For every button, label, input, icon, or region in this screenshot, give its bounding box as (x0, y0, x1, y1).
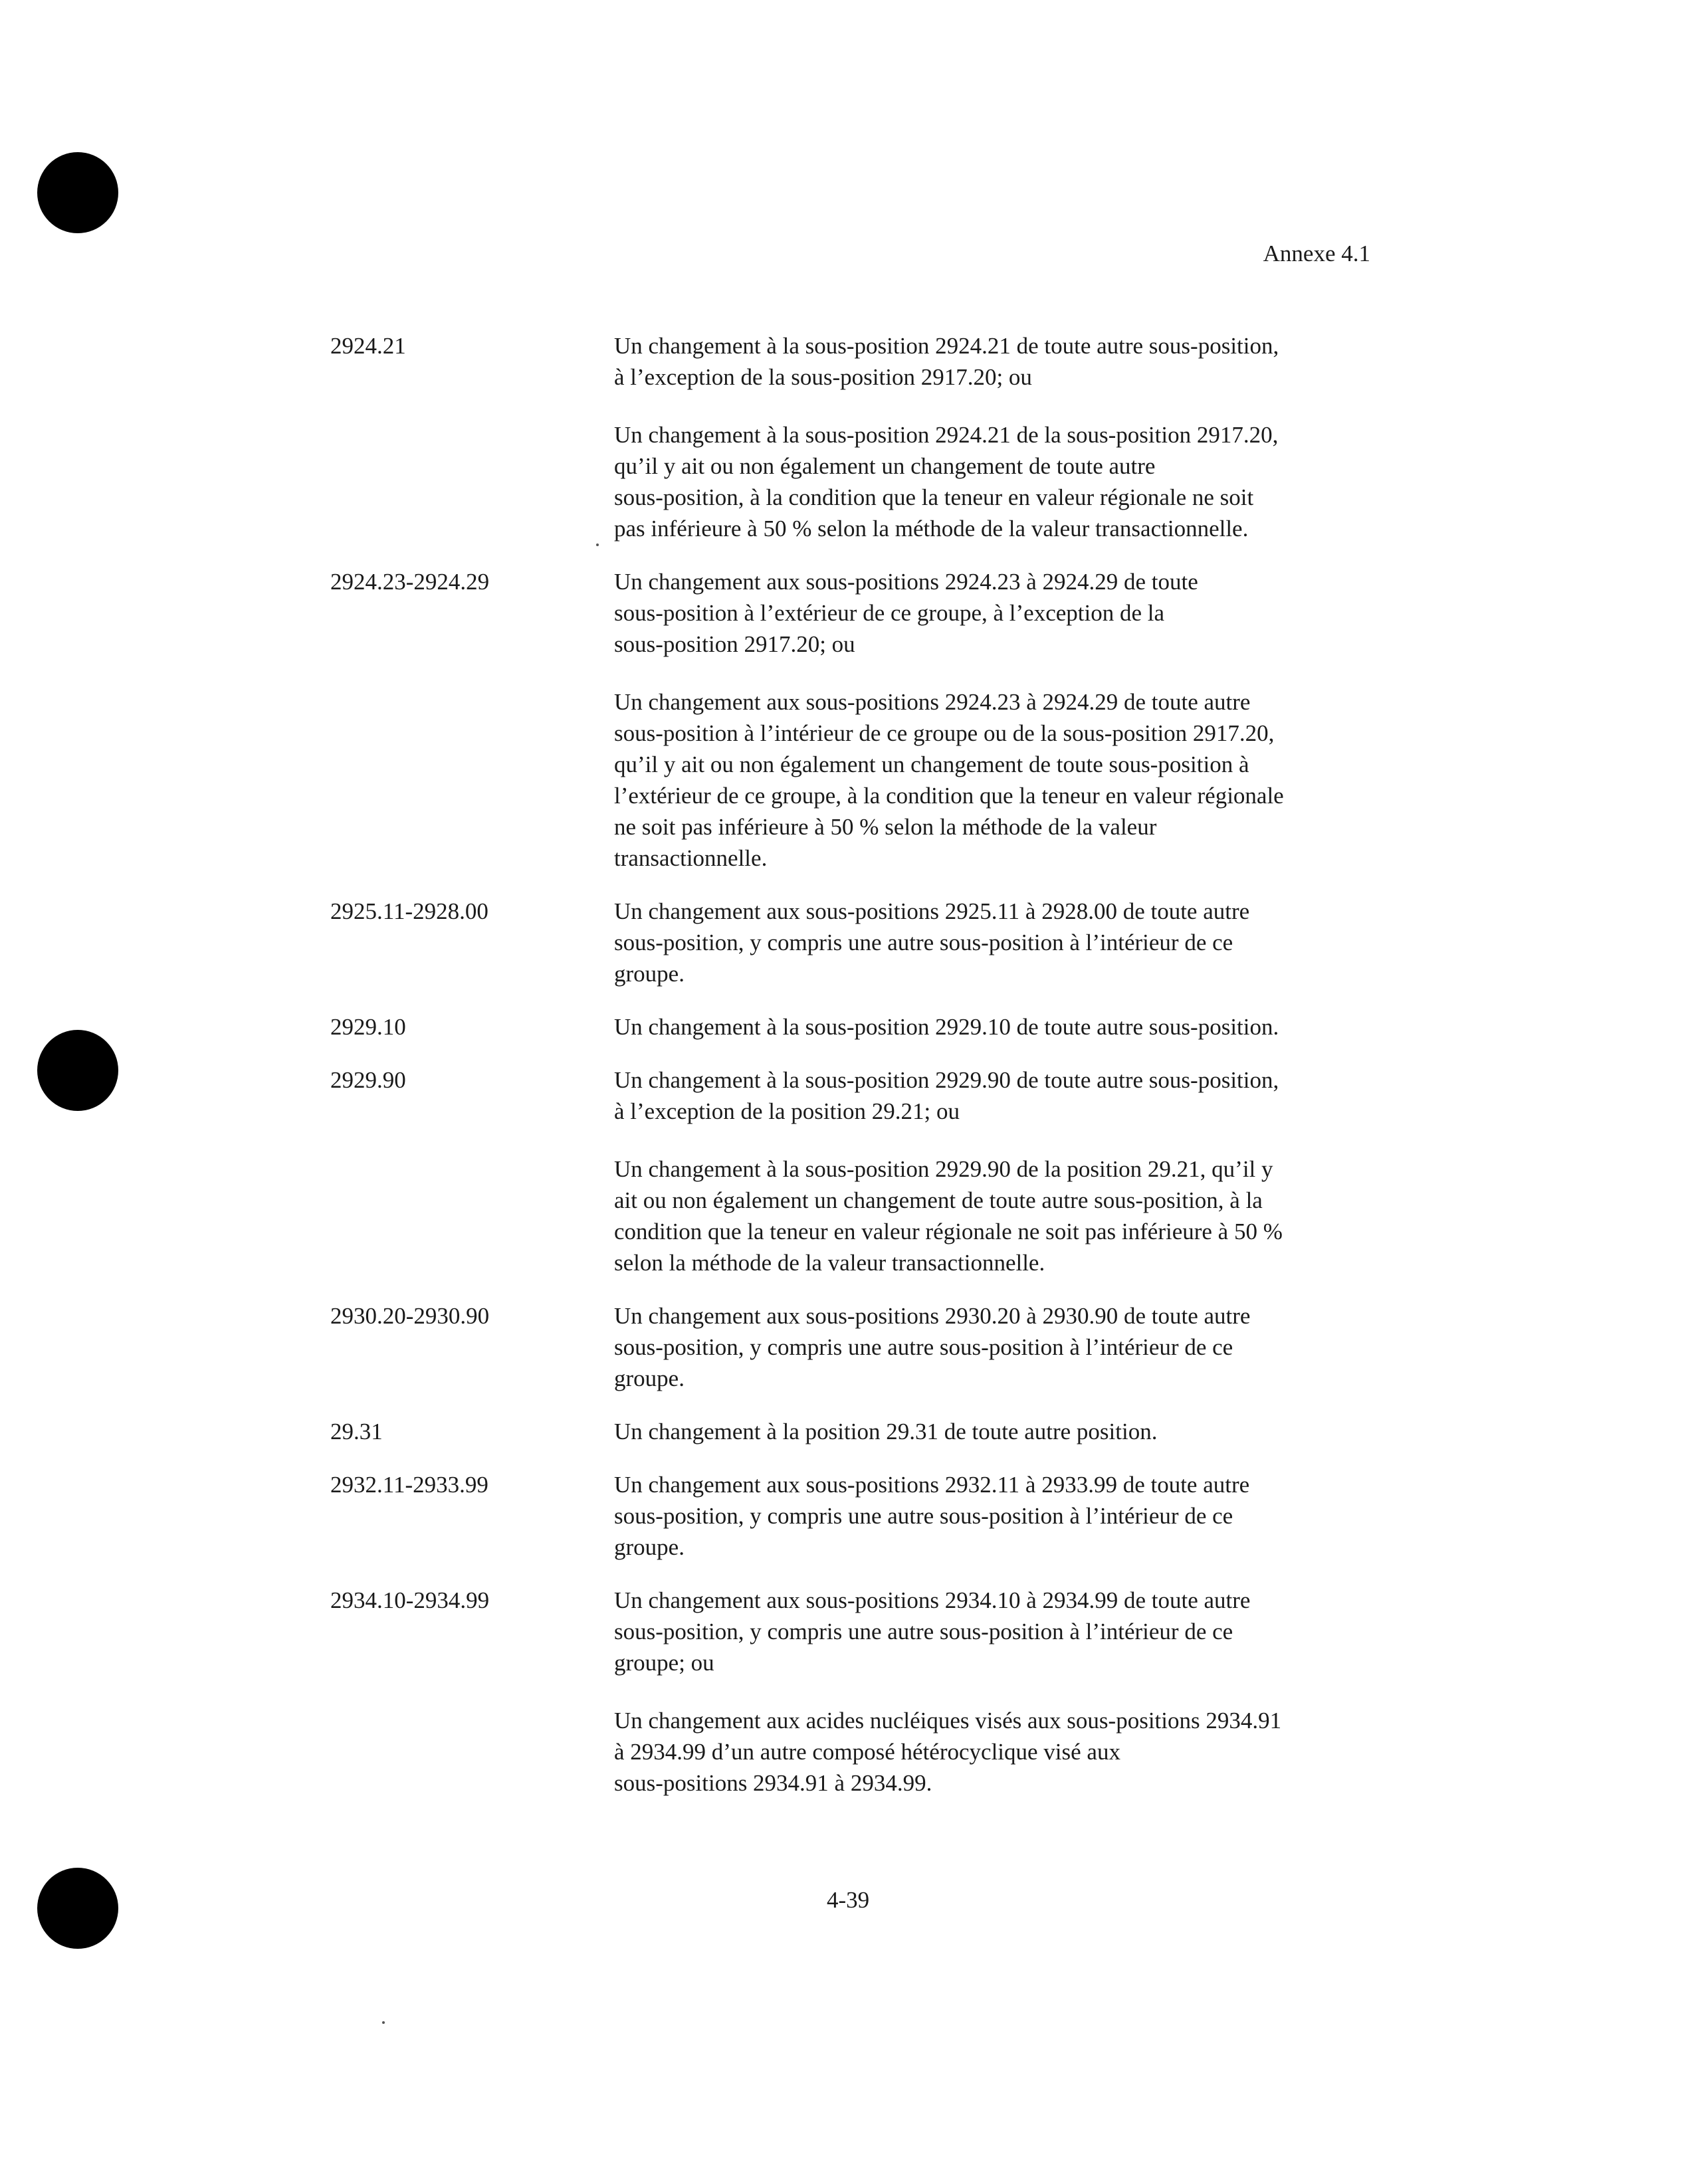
rule-line: groupe; ou (614, 1650, 714, 1676)
page-number: 4-39 (827, 1887, 870, 1913)
rule-paragraph (614, 419, 1374, 544)
rule-line: ait ou non également un changement de toute autre sous-position, à la (614, 1187, 1263, 1213)
tariff-code: 2934.10-2934.99 (330, 1587, 490, 1613)
rule-row (330, 1585, 1374, 1799)
annex-header: Annexe 4.1 (1263, 241, 1370, 266)
rule-line: Un changement à la sous-position 2929.90 de toute autre sous-position, (614, 1067, 1279, 1093)
tariff-code: 2925.11-2928.00 (330, 898, 488, 924)
rule-body (614, 330, 1374, 544)
rule-paragraph (614, 1011, 1374, 1042)
rule-line: à 2934.99 d’un autre composé hétérocyclique visé aux (614, 1739, 1120, 1765)
rule-line: Un changement à la position 29.31 de toute autre position. (614, 1419, 1158, 1444)
rule-row (330, 566, 1374, 874)
rule-row (330, 1011, 1374, 1042)
rule-body (614, 1585, 1374, 1799)
tariff-code: 2924.23-2924.29 (330, 569, 490, 595)
rule-line: sous-position, y compris une autre sous-position à l’intérieur de ce (614, 930, 1233, 955)
rule-line: sous-positions 2934.91 à 2934.99. (614, 1770, 932, 1796)
rule-line: Un changement aux sous-positions 2930.20 à 2930.90 de toute autre (614, 1303, 1251, 1329)
rule-line: selon la méthode de la valeur transactionnelle. (614, 1250, 1045, 1276)
rule-row (330, 1300, 1374, 1394)
rule-line: pas inférieure à 50 % selon la méthode de la valeur transactionnelle. (614, 516, 1249, 542)
rule-paragraph (614, 330, 1374, 393)
rule-line: sous-position, y compris une autre sous-position à l’intérieur de ce (614, 1334, 1233, 1360)
rule-line: condition que la teneur en valeur régionale ne soit pas inférieure à 50 % (614, 1219, 1283, 1244)
rule-line: sous-position à l’extérieur de ce groupe, à l’exception de la (614, 600, 1165, 626)
rule-row (330, 896, 1374, 989)
rule-body (614, 566, 1374, 874)
rule-line: transactionnelle. (614, 845, 768, 871)
rule-row (330, 330, 1374, 544)
rule-body (614, 896, 1374, 989)
rule-line: qu’il y ait ou non également un changement de toute autre (614, 453, 1156, 479)
rule-paragraph (614, 686, 1374, 874)
rule-line: sous-position à l’intérieur de ce groupe ou de la sous-position 2917.20, (614, 720, 1275, 746)
rule-line: Un changement à la sous-position 2929.90 de la position 29.21, qu’il y (614, 1156, 1273, 1182)
rule-paragraph (614, 1705, 1374, 1799)
rule-line: Un changement aux acides nucléiques visés aux sous-positions 2934.91 (614, 1708, 1282, 1734)
tariff-code: 2932.11-2933.99 (330, 1472, 488, 1498)
tariff-code: 2929.90 (330, 1067, 406, 1093)
punch-hole-bottom (37, 1868, 118, 1949)
rule-line: à l’exception de la sous-position 2917.20; ou (614, 364, 1032, 390)
rule-line: Un changement aux sous-positions 2924.23 à 2924.29 de toute autre (614, 689, 1251, 715)
rule-body (614, 1064, 1374, 1278)
rule-line: sous-position, y compris une autre sous-position à l’intérieur de ce (614, 1503, 1233, 1529)
rule-line: sous-position 2917.20; ou (614, 631, 855, 657)
rule-line: sous-position, y compris une autre sous-position à l’intérieur de ce (614, 1619, 1233, 1644)
rule-paragraph (614, 1153, 1374, 1278)
rule-paragraph (614, 1300, 1374, 1394)
rule-body (614, 1469, 1374, 1563)
tariff-code: 29.31 (330, 1419, 383, 1444)
rule-line: à l’exception de la position 29.21; ou (614, 1098, 960, 1124)
rule-line: Un changement à la sous-position 2924.21 de la sous-position 2917.20, (614, 422, 1279, 448)
rule-body (614, 1300, 1374, 1394)
rule-paragraph (614, 566, 1374, 660)
rule-line: sous-position, à la condition que la teneur en valeur régionale ne soit (614, 484, 1254, 510)
rule-line: Un changement aux sous-positions 2925.11 à 2928.00 de toute autre (614, 898, 1250, 924)
rule-line: groupe. (614, 1534, 685, 1560)
tariff-code: 2930.20-2930.90 (330, 1303, 490, 1329)
scan-speck (382, 2021, 385, 2024)
rule-line: Un changement à la sous-position 2924.21 de toute autre sous-position, (614, 333, 1279, 359)
rule-line: l’extérieur de ce groupe, à la condition que la teneur en valeur régionale (614, 783, 1284, 809)
rule-line: Un changement aux sous-positions 2932.11 à 2933.99 de toute autre (614, 1472, 1250, 1498)
rule-line: Un changement à la sous-position 2929.10 de toute autre sous-position. (614, 1014, 1279, 1040)
rule-row (330, 1064, 1374, 1278)
rule-paragraph (614, 1585, 1374, 1678)
rule-line: groupe. (614, 961, 685, 987)
rule-body (614, 1416, 1374, 1447)
punch-hole-middle (37, 1030, 118, 1111)
rule-row (330, 1469, 1374, 1563)
punch-hole-top (37, 152, 118, 233)
rule-body (614, 1011, 1374, 1042)
rule-paragraph (614, 1469, 1374, 1563)
tariff-code: 2924.21 (330, 333, 406, 359)
rule-line: Un changement aux sous-positions 2924.23 à 2924.29 de toute (614, 569, 1198, 595)
rule-paragraph (614, 1064, 1374, 1127)
rule-paragraph (614, 1416, 1374, 1447)
rule-line: groupe. (614, 1365, 685, 1391)
rule-line: ne soit pas inférieure à 50 % selon la méthode de la valeur (614, 814, 1157, 840)
rule-row (330, 1416, 1374, 1447)
rules-table (330, 330, 1374, 1821)
tariff-code: 2929.10 (330, 1014, 406, 1040)
rule-line: Un changement aux sous-positions 2934.10 à 2934.99 de toute autre (614, 1587, 1251, 1613)
rule-line: qu’il y ait ou non également un changement de toute sous-position à (614, 751, 1249, 777)
rule-paragraph (614, 896, 1374, 989)
